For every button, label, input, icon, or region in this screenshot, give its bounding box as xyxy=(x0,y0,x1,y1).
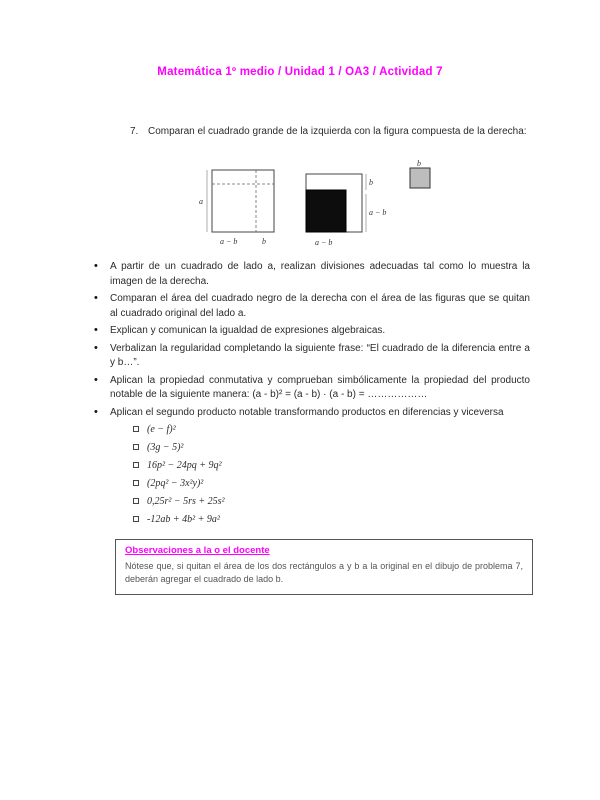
expression-text: -12ab + 4b² + 9a² xyxy=(147,514,220,525)
expression-item xyxy=(132,459,530,474)
label-b-strip: b xyxy=(369,178,373,187)
activity-bullet-list xyxy=(92,260,530,531)
left-square-figure xyxy=(199,170,274,246)
bullet-item xyxy=(92,342,530,371)
right-composite-figure xyxy=(306,174,386,247)
page-title: Matemática 1º medio / Unidad 1 / OA3 / Actividad 7 xyxy=(157,66,443,78)
black-square xyxy=(306,190,346,232)
expression-text: 16p² − 24pq + 9q² xyxy=(147,460,222,471)
exercise-text: Comparan el cuadrado grande de la izquierda con la figura compuesta de la derecha: xyxy=(148,126,527,137)
exercise-number: 7. xyxy=(130,126,139,137)
expression-item xyxy=(132,423,530,438)
bullet-text: Aplican la propiedad conmutativa y comprueban simbólicamente la propiedad del producto notable de la siguiente manera: (a - b)² = (a - b) · (a - b) = ……………… xyxy=(110,374,530,400)
expression-text: (2pq² − 3x²y)² xyxy=(147,478,204,489)
label-a-minus-b-side: a − b xyxy=(369,208,387,217)
expression-list xyxy=(132,423,530,528)
expression-item xyxy=(132,441,530,456)
bullet-item xyxy=(92,324,530,339)
expression-text: 0,25r² − 5rs + 25s² xyxy=(147,496,225,507)
label-b-small-square: b xyxy=(417,160,421,168)
expression-text: (e − f)² xyxy=(147,424,176,435)
left-square xyxy=(212,170,274,232)
bullet-item xyxy=(92,260,530,289)
bullet-item xyxy=(92,374,530,403)
small-gray-square xyxy=(410,168,430,188)
expression-text: (3g − 5)² xyxy=(147,442,184,453)
comparison-diagram xyxy=(198,160,478,262)
expression-item xyxy=(132,477,530,492)
label-a-left: a xyxy=(199,197,203,206)
bullet-text: A partir de un cuadrado de lado a, realizan divisiones adecuadas tal como lo muestra la imagen de la derecha. xyxy=(110,261,530,287)
observations-body: Nótese que, si quitan el área de los dos rectángulos a y b a la original en el dibujo de problema 7, deberán agregar el cuadrado de lado b. xyxy=(125,561,523,585)
observations-title: Observaciones a la o el docente xyxy=(125,545,270,556)
bullet-text: Explican y comunican la igualdad de expresiones algebraicas. xyxy=(110,325,386,336)
expression-item xyxy=(132,495,530,510)
label-b-bottom: b xyxy=(262,237,266,246)
label-a-minus-b-bottom: a − b xyxy=(220,237,238,246)
bullet-item xyxy=(92,292,530,321)
small-gray-square-figure xyxy=(410,160,430,188)
exercise-7 xyxy=(130,124,532,139)
bullet-text: Comparan el área del cuadrado negro de la derecha con el área de las figuras que se quitan al cuadrado original del lado a. xyxy=(110,293,530,319)
teacher-observations-box xyxy=(115,539,533,595)
bullet-text: Aplican el segundo producto notable transformando productos en diferencias y viceversa xyxy=(110,406,504,418)
label-a-minus-b-under: a − b xyxy=(315,238,333,247)
expression-item xyxy=(132,513,530,528)
bullet-text: Verbalizan la regularidad completando la siguiente frase: “El cuadrado de la diferencia entre a y b…”. xyxy=(110,342,530,368)
bullet-item xyxy=(92,406,530,528)
